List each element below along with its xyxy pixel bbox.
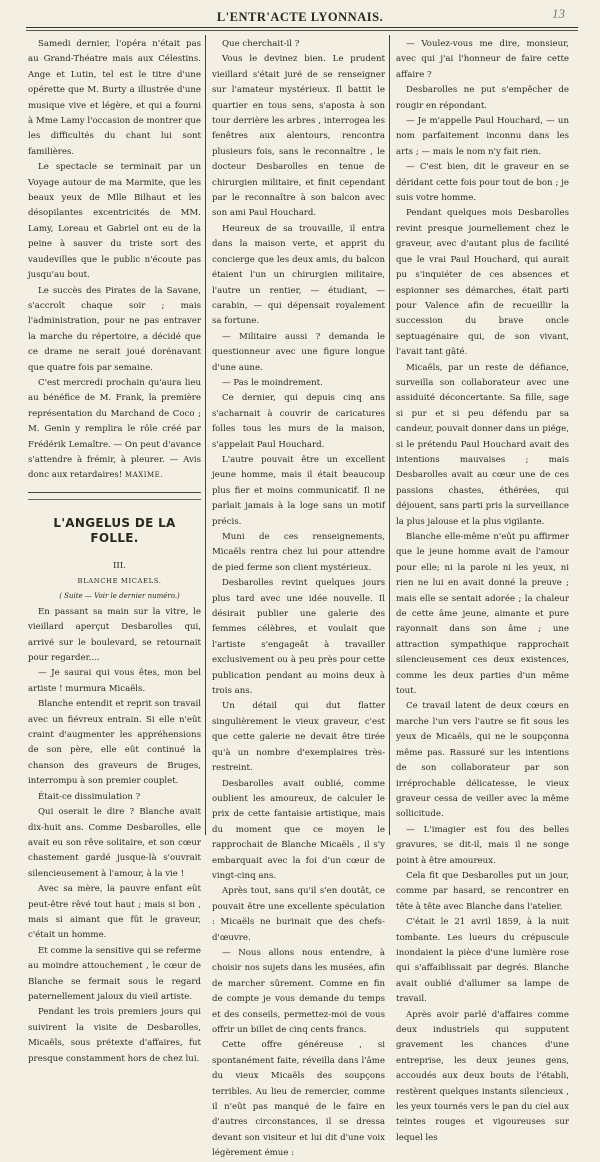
header-rule bbox=[26, 27, 578, 28]
paragraph: Un détail qui dut flatter singulièrement le vieux graveur, c'est que cette galerie ne devait être tirée qu'à un nombre d'exemplaires très-restreint. bbox=[212, 701, 385, 774]
paragraph: Blanche elle-même n'eût pu affirmer que le jeune homme avait de l'amour pour elle; ni la parole ni les yeux, ni rien ne lui en avait donné la preuve ; mais elle se sentait adorée ; la chaleur de cette âme jeune, aimante et pure rayonnait dans son âme ; une attraction sympathique rapprochait silencieusement ces deux existences, comme les deux parties d'un même tout. bbox=[396, 532, 569, 697]
column-3 bbox=[396, 37, 569, 1143]
column-separator bbox=[389, 35, 390, 835]
paragraph: Desbarolles avait oublié, comme oublient les amoureux, de calculer le prix de cette fantaisie artistique, mais du moment que ce moyen le rapprochait de Blanche Micaëls , il s'y embarquait avec la foi d'un cœur de vingt-cinq ans. bbox=[212, 778, 385, 881]
paragraph: Vous le devinez bien. Le prudent vieillard s'était juré de se renseigner sur l'amateur mystérieux. Il battit le quartier en tous sens, s'aposta à son tour derrière les arbres , interrogea les fenêtres aux alentours, rencontra plusieurs fois, sans le reconnaître , le docteur Desbarolles en tenue de chirurgien militaire, et finit cependant par le reconnaître à son balcon avec son ami Paul Houchard. bbox=[212, 54, 385, 219]
paragraph: — Nous allons nous entendre, à choisir nos sujets dans les musées, afin de marcher sûrement. Comme en fin de compte je vous demande du temps et des conseils, permettez-moi de vous offrir un billet de cinq cents francs. bbox=[212, 947, 385, 1035]
continuation-note: ( Suite — Voir le dernier numéro.) bbox=[59, 592, 180, 601]
paragraph: Était-ce dissimulation ? bbox=[38, 791, 141, 802]
paragraph: Desbarolles revint quelques jours plus tard avec une idée nouvelle. Il désirait publier une galerie des femmes célèbres, et voulait que l'artiste s'engageât à travailler exclusivement ou à peu près pour cette publication pendant au moins deux à trois ans. bbox=[212, 578, 385, 697]
paragraph: C'était le 21 avril 1859, à la nuit tombante. Les lueurs du crépuscule inondaient la pièce d'une lumière rose qui s'affaiblissait par degrés. Blanche avait oublié d'allumer sa lampe de travail. bbox=[396, 917, 569, 1005]
paragraph: Heureux de sa trouvaille, il entra dans la maison verte, et apprit du concierge que les deux amis, du balcon étaient l'un un chirurgien militaire, l'autre un rentier, — étudiant, — carabin, — qui dépensait royalement sa fortune. bbox=[212, 223, 385, 327]
paragraph: Qui oserait le dire ? Blanche avait dix-huit ans. Comme Desbarolles, elle avait eu son rêve solitaire, et son cœur chastement gardé jusque-là s'ouvrait silencieusement à l'amour, à la vie ! bbox=[28, 807, 201, 879]
paragraph: Muni de ces renseignements, Micaëls rentra chez lui pour attendre de pied ferme son client mystérieux. bbox=[212, 532, 385, 573]
paragraph: Que cherchait-il ? bbox=[222, 39, 300, 49]
paragraph: Micaëls, par un reste de défiance, surveilla son collaborateur avec une assiduité déconcertante. Sa fille, sage si pur et si peu défendu par sa candeur, pouvait donner dans un piége, si le prétendu Paul Houchard avait des intentions mauvaises ; mais Desbarolles avait au cœur une de ces passions chastes, éthérées, qui déjouent, sans parti pris la surveillance la plus jalouse et la plus vigilante. bbox=[396, 362, 569, 527]
header-rule-thin bbox=[26, 30, 578, 31]
paragraph: Et comme la sensitive qui se referme au moindre attouchement , le cœur de Blanche se fermait sous le regard paternellement jaloux du vieil artiste. bbox=[28, 945, 201, 1002]
paragraph: Ce dernier, qui depuis cinq ans s'acharnait à couvrir de caricatures folles tous les murs de la maison, s'appelait Paul Houchard. bbox=[212, 393, 385, 450]
paragraph: — Pas le moindrement. bbox=[222, 377, 323, 388]
masthead-title: L'ENTR'ACTE LYONNAIS. bbox=[216, 10, 384, 24]
paragraph: Le succès des Pirates de la Savane, s'accroît chaque soir ; mais l'administration, pour ne pas entraver la marche du répertoire, a décidé que ce drame ne serait joué dorénavant que quatre fois par semaine. bbox=[28, 285, 201, 373]
paragraph: Après avoir parlé d'affaires comme deux industriels qui supputent gravement les chances d'une entreprise, les deux jeunes gens, accoudés aux deux bouts de l'établi, restèrent quelques instants silencieux , les yeux tournés vers le pan du ciel aux teintes rouges et vigoureuses sur lequel les bbox=[396, 1009, 569, 1143]
column-separator bbox=[205, 35, 206, 835]
paragraph: Ce travail latent de deux cœurs en marche l'un vers l'autre se fit sous les yeux de Micaëls, qui ne le soupçonna même pas. Rassuré sur les intentions de son collaborateur par son irréprochable délicatesse, le vieux graveur cessa de veiller avec la même sollicitude. bbox=[396, 701, 569, 820]
page-folio: 13 bbox=[552, 6, 565, 21]
paragraph: Cela fit que Desbarolles put un jour, comme par hasard, se rencontrer en tête à tête avec Blanche dans l'atelier. bbox=[396, 870, 569, 912]
paragraph bbox=[28, 376, 201, 484]
column-1 bbox=[28, 37, 201, 1064]
paragraph: — Je saurai qui vous êtes, mon bel artiste ! murmura Micaëls. bbox=[28, 668, 201, 694]
column-2 bbox=[212, 37, 385, 1159]
paragraph: — Je m'appelle Paul Houchard, — un nom parfaitement inconnu dans les arts ; — mais le nom n'y fait rien. bbox=[396, 116, 569, 157]
paragraph: Pendant quelques mois Desbarolles revint presque journellement chez le graveur, avec d'autant plus de facilité que le vrai Paul Houchard, qui aurait pu s'inquiéter de ces absences et espionner ses démarches, était parti pour Valence afin de recueillir la succession du brave oncle septuagénaire qui, de son vivant, l'avait tant gâté. bbox=[396, 208, 569, 358]
paragraph: L'autre pouvait être un excellent jeune homme, mais il était beaucoup plus fier et moins communicatif. Il ne parlait jamais à la loge sans un motif précis. bbox=[212, 454, 385, 527]
paragraph: Samedi dernier, l'opéra n'était pas au Grand-Théatre mais aux Célestins. Ange et Lutin, tel est le titre d'une opérette que M. Burty a illustrée d'une musique vive et légère, et qui a fourni à Mme Lamy l'occasion de montrer que les difficultés du chant lui sont familières. bbox=[28, 39, 201, 157]
paragraph-text: C'est mercredi prochain qu'aura lieu au bénéfice de M. Frank, la première représentation du Marchand de Coco ; M. Genin y remplira le rôle créé par Frédérik Lemaître. — On peut d'avance s'attendre à frémir, à pleurer. — Avis donc aux retardaires! bbox=[28, 377, 201, 481]
paragraph: Avec sa mère, la pauvre enfant eût peut-être rêvé tout haut ; mais si bon , mais si aimant que fût le graveur, c'était un homme. bbox=[28, 884, 201, 941]
paragraph: — Militaire aussi ? demanda le questionneur avec une figure longue d'une aune. bbox=[212, 331, 385, 373]
paragraph: Blanche entendit et reprit son travail avec un fiévreux entrain. Si elle n'eût craint d'augmenter les appréhensions de son père, elle eût continué la chanson des graveurs de Bruges, interrompu à son premier couplet. bbox=[28, 699, 201, 787]
section-rule bbox=[28, 492, 201, 493]
paragraph: En passant sa main sur la vitre, le vieillard aperçut Desbarolles qui, arrivé sur le boulevard, se retournait pour regarder.... bbox=[28, 606, 201, 664]
paragraph: — L'imagier est fou des belles gravures, se dit-il, mais il ne songe point à être amoureux. bbox=[396, 824, 569, 866]
paragraph: — C'est bien, dit le graveur en se déridant cette fois pour tout de bon ; je suis votre homme. bbox=[396, 162, 569, 204]
paragraph: Le spectacle se terminait par un Voyage autour de ma Marmite, que les beaux yeux de Mlle Bilhaut et les désopilantes excentricités de MM. Lamy, Loreau et Gabriel ont eu de la peine à sauver du triste sort des vaudevilles que le public n'écoute pas jusqu'au bout. bbox=[28, 162, 201, 281]
paragraph: Cette offre généreuse , si spontanément faite, réveilla dans l'âme du vieux Micaëls des soupçons terribles. Au lieu de remercier, comme il n'eût pas manqué de le faire en d'autres circonstances, il se dressa devant son visiteur et lui dit d'une voix légèrement émue : bbox=[212, 1040, 385, 1159]
signature: MAXIME. bbox=[125, 471, 164, 480]
chapter-title: BLANCHE MICAELS. bbox=[77, 577, 162, 585]
paragraph: Desbarolles ne put s'empêcher de rougir en répondant. bbox=[396, 85, 569, 111]
paragraph: — Voulez-vous me dire, monsieur, avec qui j'ai l'honneur de faire cette affaire ? bbox=[396, 39, 569, 80]
paragraph: Pendant les trois premiers jours qui suivirent la visite de Desbarolles, Micaëls, sous prétexte d'affaires, fut presque constamment hors de chez lui. bbox=[28, 1007, 201, 1064]
paragraph: Après tout, sans qu'il s'en doutât, ce pouvait être une excellente spéculation : Micaëls ne burinait que des chefs-d'œuvre. bbox=[212, 886, 385, 943]
chapter-number: III. bbox=[113, 560, 126, 571]
section-title: L'ANGELUS DE LA FOLLE. bbox=[53, 515, 176, 546]
section-rule-thin bbox=[28, 499, 201, 500]
